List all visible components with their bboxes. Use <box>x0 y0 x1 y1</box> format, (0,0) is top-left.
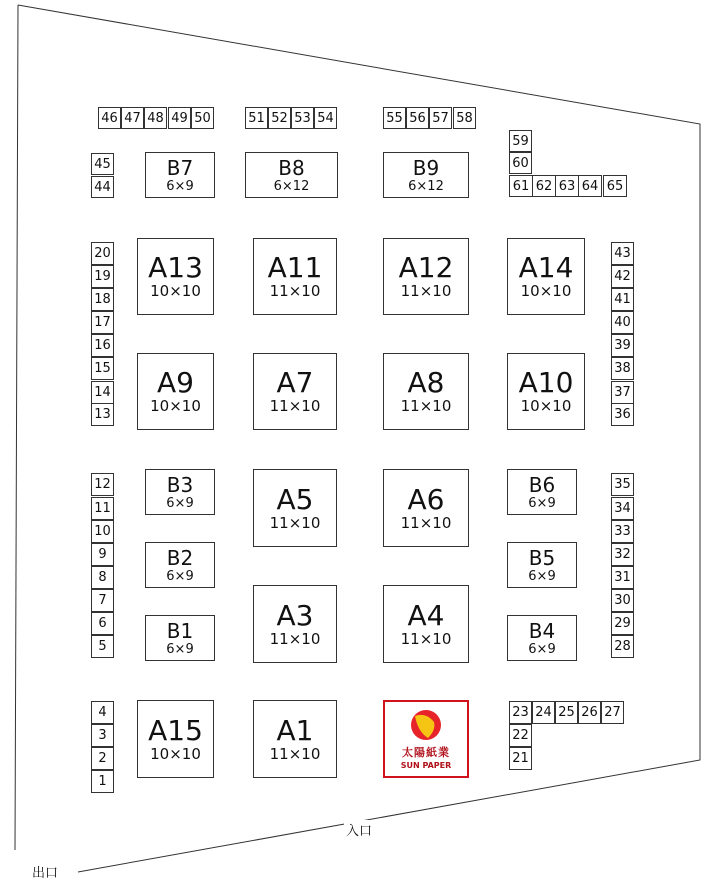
booth-code: A14 <box>518 251 574 284</box>
booth-a13[interactable] <box>137 238 214 315</box>
booth-code: A7 <box>276 366 314 399</box>
booth-a6[interactable] <box>383 469 469 547</box>
stall-4[interactable]: 4 <box>91 701 114 724</box>
stall-46[interactable]: 46 <box>98 107 121 129</box>
booth-a1[interactable] <box>253 700 337 778</box>
booth-size: 11×10 <box>269 513 321 532</box>
stall-23[interactable]: 23 <box>509 701 532 724</box>
stall-26[interactable]: 26 <box>578 701 601 724</box>
stall-16[interactable]: 16 <box>91 334 114 357</box>
stall-61[interactable]: 61 <box>509 175 533 197</box>
entrance-label: 入口 <box>344 820 374 839</box>
booth-size: 6×12 <box>408 178 444 194</box>
booth-size: 6×9 <box>166 495 194 511</box>
booth-size: 11×10 <box>400 282 452 300</box>
stall-15[interactable]: 15 <box>91 357 114 380</box>
stall-49[interactable]: 49 <box>168 107 191 129</box>
booth-code: A11 <box>267 251 323 284</box>
stall-48[interactable]: 48 <box>144 107 167 129</box>
booth-a10[interactable] <box>507 353 585 430</box>
stall-54[interactable]: 54 <box>314 107 337 129</box>
booth-code: A3 <box>276 598 314 632</box>
booth-code: B1 <box>166 618 194 643</box>
stall-12[interactable]: 12 <box>91 473 114 496</box>
stall-1[interactable]: 1 <box>91 770 114 793</box>
stall-30[interactable]: 30 <box>611 589 634 612</box>
stall-62[interactable]: 62 <box>532 175 556 197</box>
booth-size: 11×10 <box>269 744 321 763</box>
booth-code: B8 <box>278 155 305 180</box>
booth-size: 6×9 <box>166 178 194 194</box>
stall-34[interactable]: 34 <box>611 497 634 520</box>
booth-code: A10 <box>518 366 574 399</box>
booth-code: A1 <box>276 713 314 747</box>
stall-18[interactable]: 18 <box>91 288 114 311</box>
booth-code: A9 <box>157 366 194 399</box>
booth-b3[interactable] <box>145 469 215 515</box>
stall-27[interactable]: 27 <box>601 701 624 724</box>
stall-64[interactable]: 64 <box>578 175 602 197</box>
booth-a11[interactable] <box>253 238 337 315</box>
stall-60[interactable]: 60 <box>509 152 532 174</box>
sun-paper-name-cn: 太陽紙業 <box>402 746 450 759</box>
booth-size: 6×9 <box>166 568 194 584</box>
booth-a14[interactable] <box>507 238 585 315</box>
booth-code: A13 <box>148 251 203 284</box>
booth-b5[interactable] <box>507 542 577 588</box>
booth-size: 11×10 <box>400 397 452 415</box>
booth-size: 11×10 <box>269 282 321 300</box>
booth-size: 11×10 <box>269 629 321 648</box>
booth-code: B5 <box>528 545 556 570</box>
stall-6[interactable]: 6 <box>91 612 114 635</box>
booth-code: B4 <box>528 618 556 643</box>
booth-size: 6×12 <box>273 178 310 194</box>
sun-paper-logo-icon <box>406 708 446 742</box>
stall-43[interactable]: 43 <box>611 242 634 265</box>
stall-14[interactable]: 14 <box>91 381 114 404</box>
booth-size: 11×10 <box>400 629 452 648</box>
stall-24[interactable]: 24 <box>532 701 555 724</box>
stall-58[interactable]: 58 <box>453 107 476 129</box>
booth-a5[interactable] <box>253 469 337 547</box>
stall-19[interactable]: 19 <box>91 265 114 288</box>
stall-13[interactable]: 13 <box>91 403 114 426</box>
booth-size: 10×10 <box>150 744 201 763</box>
booth-b4[interactable] <box>507 615 577 661</box>
booth-a12[interactable] <box>383 238 469 315</box>
stall-29[interactable]: 29 <box>611 612 634 635</box>
booth-size: 11×10 <box>269 397 321 415</box>
booth-a8[interactable] <box>383 353 469 430</box>
stall-59[interactable]: 59 <box>509 130 532 152</box>
booth-a15[interactable] <box>137 700 214 778</box>
stall-10[interactable]: 10 <box>91 520 114 543</box>
stall-40[interactable]: 40 <box>611 311 634 334</box>
booth-size: 10×10 <box>520 282 572 300</box>
stall-20[interactable]: 20 <box>91 242 114 265</box>
stall-65[interactable]: 65 <box>603 175 627 197</box>
booth-a3[interactable] <box>253 585 337 663</box>
booth-code: A6 <box>407 482 445 516</box>
stall-32[interactable]: 32 <box>611 543 634 566</box>
booth-b7[interactable] <box>145 152 215 198</box>
stall-22[interactable]: 22 <box>509 724 532 747</box>
stall-2[interactable]: 2 <box>91 747 114 770</box>
stall-35[interactable]: 35 <box>611 473 634 496</box>
booth-code: A5 <box>276 482 314 516</box>
booth-code: B2 <box>166 545 194 570</box>
stall-42[interactable]: 42 <box>611 265 634 288</box>
stall-21[interactable]: 21 <box>509 747 532 770</box>
stall-39[interactable]: 39 <box>611 334 634 357</box>
booth-size: 6×9 <box>528 641 556 657</box>
stall-3[interactable]: 3 <box>91 724 114 747</box>
stall-37[interactable]: 37 <box>611 381 634 404</box>
stall-28[interactable]: 28 <box>611 635 634 658</box>
stall-63[interactable]: 63 <box>555 175 579 197</box>
stall-8[interactable]: 8 <box>91 566 114 589</box>
booth-code: B9 <box>412 155 440 180</box>
stall-50[interactable]: 50 <box>191 107 214 129</box>
stall-56[interactable]: 56 <box>406 107 429 129</box>
booth-code: B6 <box>528 472 556 497</box>
booth-code: B7 <box>166 155 194 180</box>
booth-code: A4 <box>407 598 445 632</box>
stall-11[interactable]: 11 <box>91 497 114 520</box>
stall-55[interactable]: 55 <box>383 107 406 129</box>
booth-code: A8 <box>407 366 445 399</box>
stall-17[interactable]: 17 <box>91 311 114 334</box>
booth-a7[interactable] <box>253 353 337 430</box>
booth-code: A15 <box>148 713 203 747</box>
booth-a9[interactable] <box>137 353 214 430</box>
stall-51[interactable]: 51 <box>245 107 268 129</box>
booth-a4[interactable] <box>383 585 469 663</box>
booth-code: B3 <box>166 472 194 497</box>
booth-b1[interactable] <box>145 615 215 661</box>
booth-b9[interactable] <box>383 152 469 198</box>
booth-code: A12 <box>398 251 454 284</box>
stall-45[interactable]: 45 <box>91 153 114 175</box>
exit-label: 出口 <box>30 862 60 881</box>
stall-57[interactable]: 57 <box>429 107 452 129</box>
booth-size: 10×10 <box>150 397 201 415</box>
stall-25[interactable]: 25 <box>555 701 578 724</box>
booth-size: 6×9 <box>528 568 556 584</box>
stall-47[interactable]: 47 <box>121 107 144 129</box>
sun-paper-name-en: SUN PAPER <box>400 761 452 770</box>
booth-size: 6×9 <box>528 495 556 511</box>
booth-b6[interactable] <box>507 469 577 515</box>
booth-size: 10×10 <box>150 282 201 300</box>
stall-44[interactable]: 44 <box>91 176 114 198</box>
stall-53[interactable]: 53 <box>291 107 314 129</box>
booth-size: 6×9 <box>166 641 194 657</box>
booth-size: 11×10 <box>400 513 452 532</box>
stall-36[interactable]: 36 <box>611 403 634 426</box>
stall-33[interactable]: 33 <box>611 520 634 543</box>
stall-7[interactable]: 7 <box>91 589 114 612</box>
stall-38[interactable]: 38 <box>611 357 634 380</box>
stall-9[interactable]: 9 <box>91 543 114 566</box>
booth-b8[interactable] <box>245 152 338 198</box>
sun-paper-booth[interactable] <box>383 700 469 778</box>
stall-31[interactable]: 31 <box>611 566 634 589</box>
booth-b2[interactable] <box>145 542 215 588</box>
booth-size: 10×10 <box>520 397 572 415</box>
stall-41[interactable]: 41 <box>611 288 634 311</box>
stall-52[interactable]: 52 <box>268 107 291 129</box>
stall-5[interactable]: 5 <box>91 635 114 658</box>
